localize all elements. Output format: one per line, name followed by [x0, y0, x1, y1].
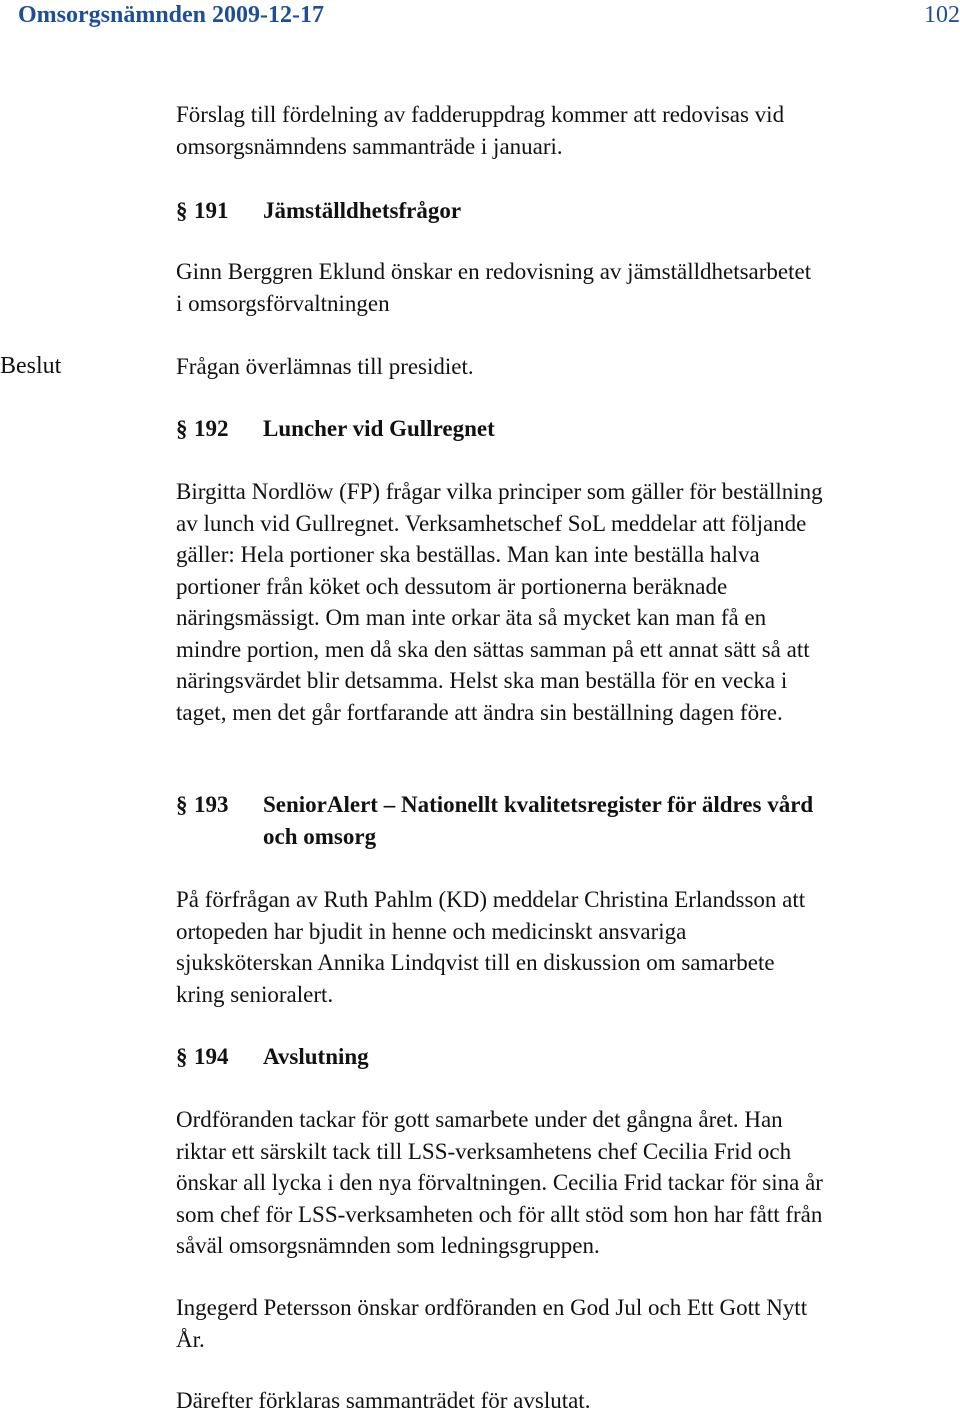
text-line: av lunch vid Gullregnet. Verksamhetschef SoL meddelar att följande: [176, 510, 807, 536]
section-title: Luncher vid Gullregnet: [263, 416, 495, 441]
text-line: kring senioralert.: [176, 981, 334, 1007]
text-line: riktar ett särskilt tack till LSS-verksamhetens chef Cecilia Frid och: [176, 1138, 792, 1164]
section-194-paragraph-1: [176, 1104, 946, 1262]
text-line: Frågan överlämnas till presidiet.: [176, 354, 474, 379]
text-line: Ordföranden tackar för gott samarbete under det gångna året. Han: [176, 1107, 783, 1132]
text-line: Ginn Berggren Eklund önskar en redovisning av jämställdhetsarbetet: [176, 259, 812, 284]
section-symbol: §: [176, 198, 188, 223]
section-heading-194: [176, 1041, 936, 1073]
section-heading-191: [176, 195, 936, 227]
text-line: såväl omsorgsnämnden som ledningsgruppen.: [176, 1233, 600, 1258]
text-line: År.: [176, 1326, 205, 1352]
text-line: omsorgsnämndens sammanträde i januari.: [176, 133, 563, 159]
section-number: 193: [194, 792, 229, 817]
section-number: 191: [194, 198, 229, 223]
text-line: taget, men det går fortfarande att ändra sin beställning dagen före.: [176, 699, 783, 725]
text-line: Ingegerd Petersson önskar ordföranden en God Jul och Ett Gott Nytt: [176, 1295, 808, 1320]
text-line: näringsvärdet blir detsamma. Helst ska man beställa för en vecka i: [176, 668, 788, 693]
section-number: 192: [194, 416, 229, 441]
section-symbol: §: [176, 792, 188, 817]
text-line: önskar all lycka i den nya förvaltningen. Cecilia Frid tackar för sina år: [176, 1170, 823, 1195]
text-line: På förfrågan av Ruth Pahlm (KD) meddelar Christina Erlandsson att: [176, 887, 806, 912]
section-title: SeniorAlert – Nationellt kvalitetsregister för äldres vård: [263, 792, 814, 817]
section-heading-193: [176, 789, 936, 853]
section-number: 194: [194, 1044, 229, 1069]
section-symbol: §: [176, 416, 188, 441]
section-symbol: §: [176, 1044, 188, 1069]
decision-label: Beslut: [0, 353, 62, 379]
intro-paragraph: [176, 99, 946, 162]
text-line: Förslag till fördelning av fadderuppdrag kommer att redovisas vid: [176, 102, 785, 127]
text-line: portioner från köket och dessutom är portionerna beräknade: [176, 573, 728, 599]
text-line: Därefter förklaras sammanträdet för avslutat.: [176, 1388, 591, 1413]
page-number: 102: [924, 2, 960, 28]
text-line: mindre portion, men då ska den sättas samman på ett annat sätt så att: [176, 636, 810, 662]
section-193-paragraph: [176, 884, 946, 1010]
section-heading-192: [176, 413, 936, 445]
text-line: gäller: Hela portioner ska beställas. Man kan inte beställa halva: [176, 542, 760, 567]
section-194-paragraph-2: [176, 1292, 946, 1355]
section-title: Jämställdhetsfrågor: [263, 198, 462, 223]
section-title: Avslutning: [263, 1044, 369, 1069]
document-header-title: Omsorgsnämnden 2009-12-17: [18, 2, 325, 28]
text-line: som chef för LSS-verksamheten och för allt stöd som hon har fått från: [176, 1201, 823, 1227]
text-line: Birgitta Nordlöw (FP) frågar vilka principer som gäller för beställning: [176, 479, 823, 504]
section-title-continued: och omsorg: [263, 824, 377, 849]
section-192-paragraph: [176, 476, 946, 728]
text-line: i omsorgsförvaltningen: [176, 290, 390, 316]
section-191-paragraph: [176, 256, 946, 319]
text-line: ortopeden har bjudit in henne och medicinskt ansvariga: [176, 918, 687, 944]
decision-text: [176, 351, 946, 383]
text-line: sjuksköterskan Annika Lindqvist till en diskussion om samarbete: [176, 950, 775, 975]
text-line: näringsmässigt. Om man inte orkar äta så mycket kan man få en: [176, 605, 767, 630]
